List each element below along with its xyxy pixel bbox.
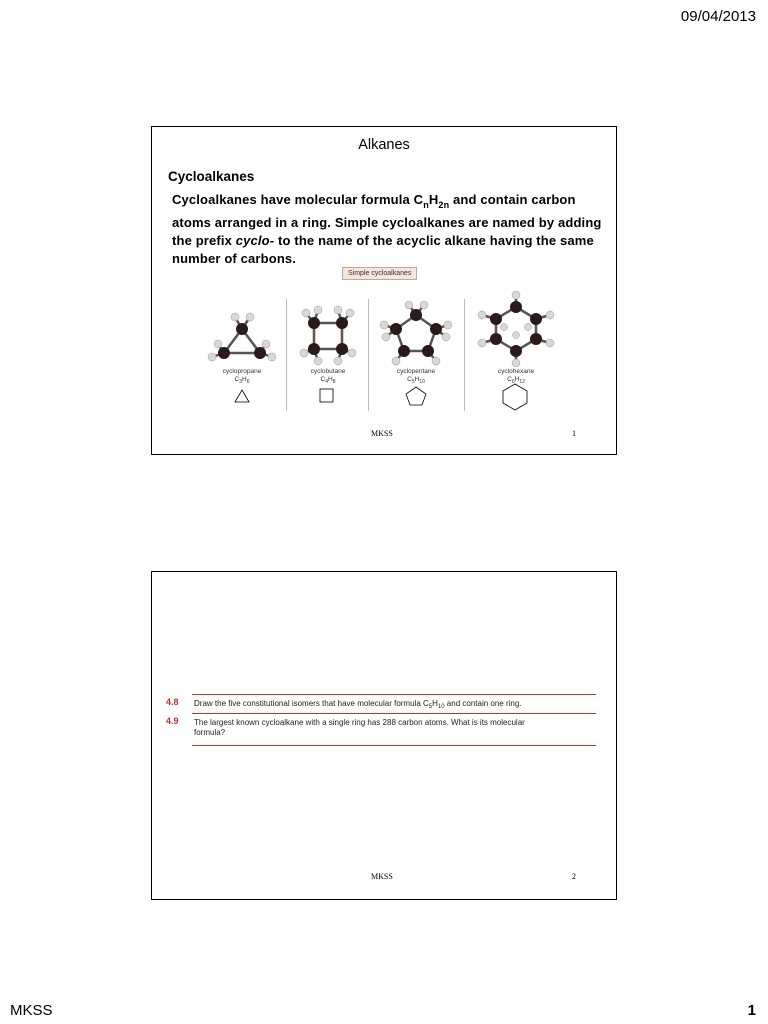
molecule-label [202, 368, 282, 386]
triangle-icon [234, 389, 250, 403]
red-rule [192, 745, 596, 746]
problem-number: 4.8 [166, 697, 179, 707]
molecule-label [376, 368, 456, 386]
body-text-part: Cycloalkanes have molecular formula C [172, 192, 424, 207]
pentagon-icon [405, 386, 427, 406]
hexagon-icon [502, 383, 528, 411]
subscript-2n: 2n [438, 200, 450, 210]
problem-text: Draw the five constitutional isomers that have molecular formula $C_5H_{10}$ and contain one ring. [194, 699, 522, 710]
slide-footer-author: MKSS [371, 429, 393, 438]
prefix-cyclo: cyclo- [235, 233, 275, 248]
molecule-formula: $C_5H_{10}$ [407, 376, 425, 385]
red-rule [192, 713, 596, 714]
molecule-name: cyclobutane [310, 368, 346, 375]
body-text-part: and contain carbon atoms arranged in a ring. Simple cycloalkanes are named by adding the prefix [172, 192, 602, 248]
molecule-formula: $C_4H_8$ [320, 376, 336, 385]
cyclopropane-model [202, 309, 282, 367]
cyclohexane-model [474, 291, 558, 367]
molecule-name: cyclopentane [396, 368, 436, 375]
figure-badge: Simple cycloalkanes [342, 267, 417, 280]
body-text-h: H [428, 192, 439, 207]
slide-title: Alkanes [358, 137, 410, 153]
slide-footer-author: MKSS [371, 872, 393, 881]
page-footer-author: MKSS [10, 1002, 53, 1019]
page-footer-number: 1 [747, 1002, 756, 1019]
problem-line: The largest known cycloalkane with a single ring has 288 carbon atoms. What is its molecular [194, 718, 525, 727]
subscript-n: n [423, 200, 429, 210]
problem-number: 4.9 [166, 716, 179, 726]
molecule-name: cyclopropane [222, 368, 262, 375]
red-rule [192, 694, 596, 695]
problem-text [194, 718, 594, 738]
square-icon [319, 388, 334, 403]
molecule-formula: $C_3H_6$ [234, 376, 250, 385]
cyclopentane-model [376, 301, 456, 367]
molecule-name: cyclohexane [497, 368, 535, 375]
molecule-label [288, 368, 368, 386]
slide-footer-number: 1 [572, 429, 576, 438]
slide-subheading: Cycloalkanes [168, 169, 255, 184]
slide-body-text [172, 191, 602, 268]
slide-footer-number: 2 [572, 872, 576, 881]
figure-divider [464, 299, 465, 411]
slide-1 [151, 126, 617, 455]
body-text-part: to the name of the acyclic alkane having the same number of carbons. [172, 233, 594, 266]
molecule-formula: $C_6H_{12}$ [507, 376, 525, 385]
figure-divider [368, 299, 369, 411]
problem-band [166, 690, 596, 750]
cyclobutane-model [298, 303, 358, 367]
slide-2 [151, 571, 617, 900]
problem-line: formula? [194, 728, 226, 737]
page-date: 09/04/2013 [680, 8, 756, 25]
figure-divider [286, 299, 287, 411]
